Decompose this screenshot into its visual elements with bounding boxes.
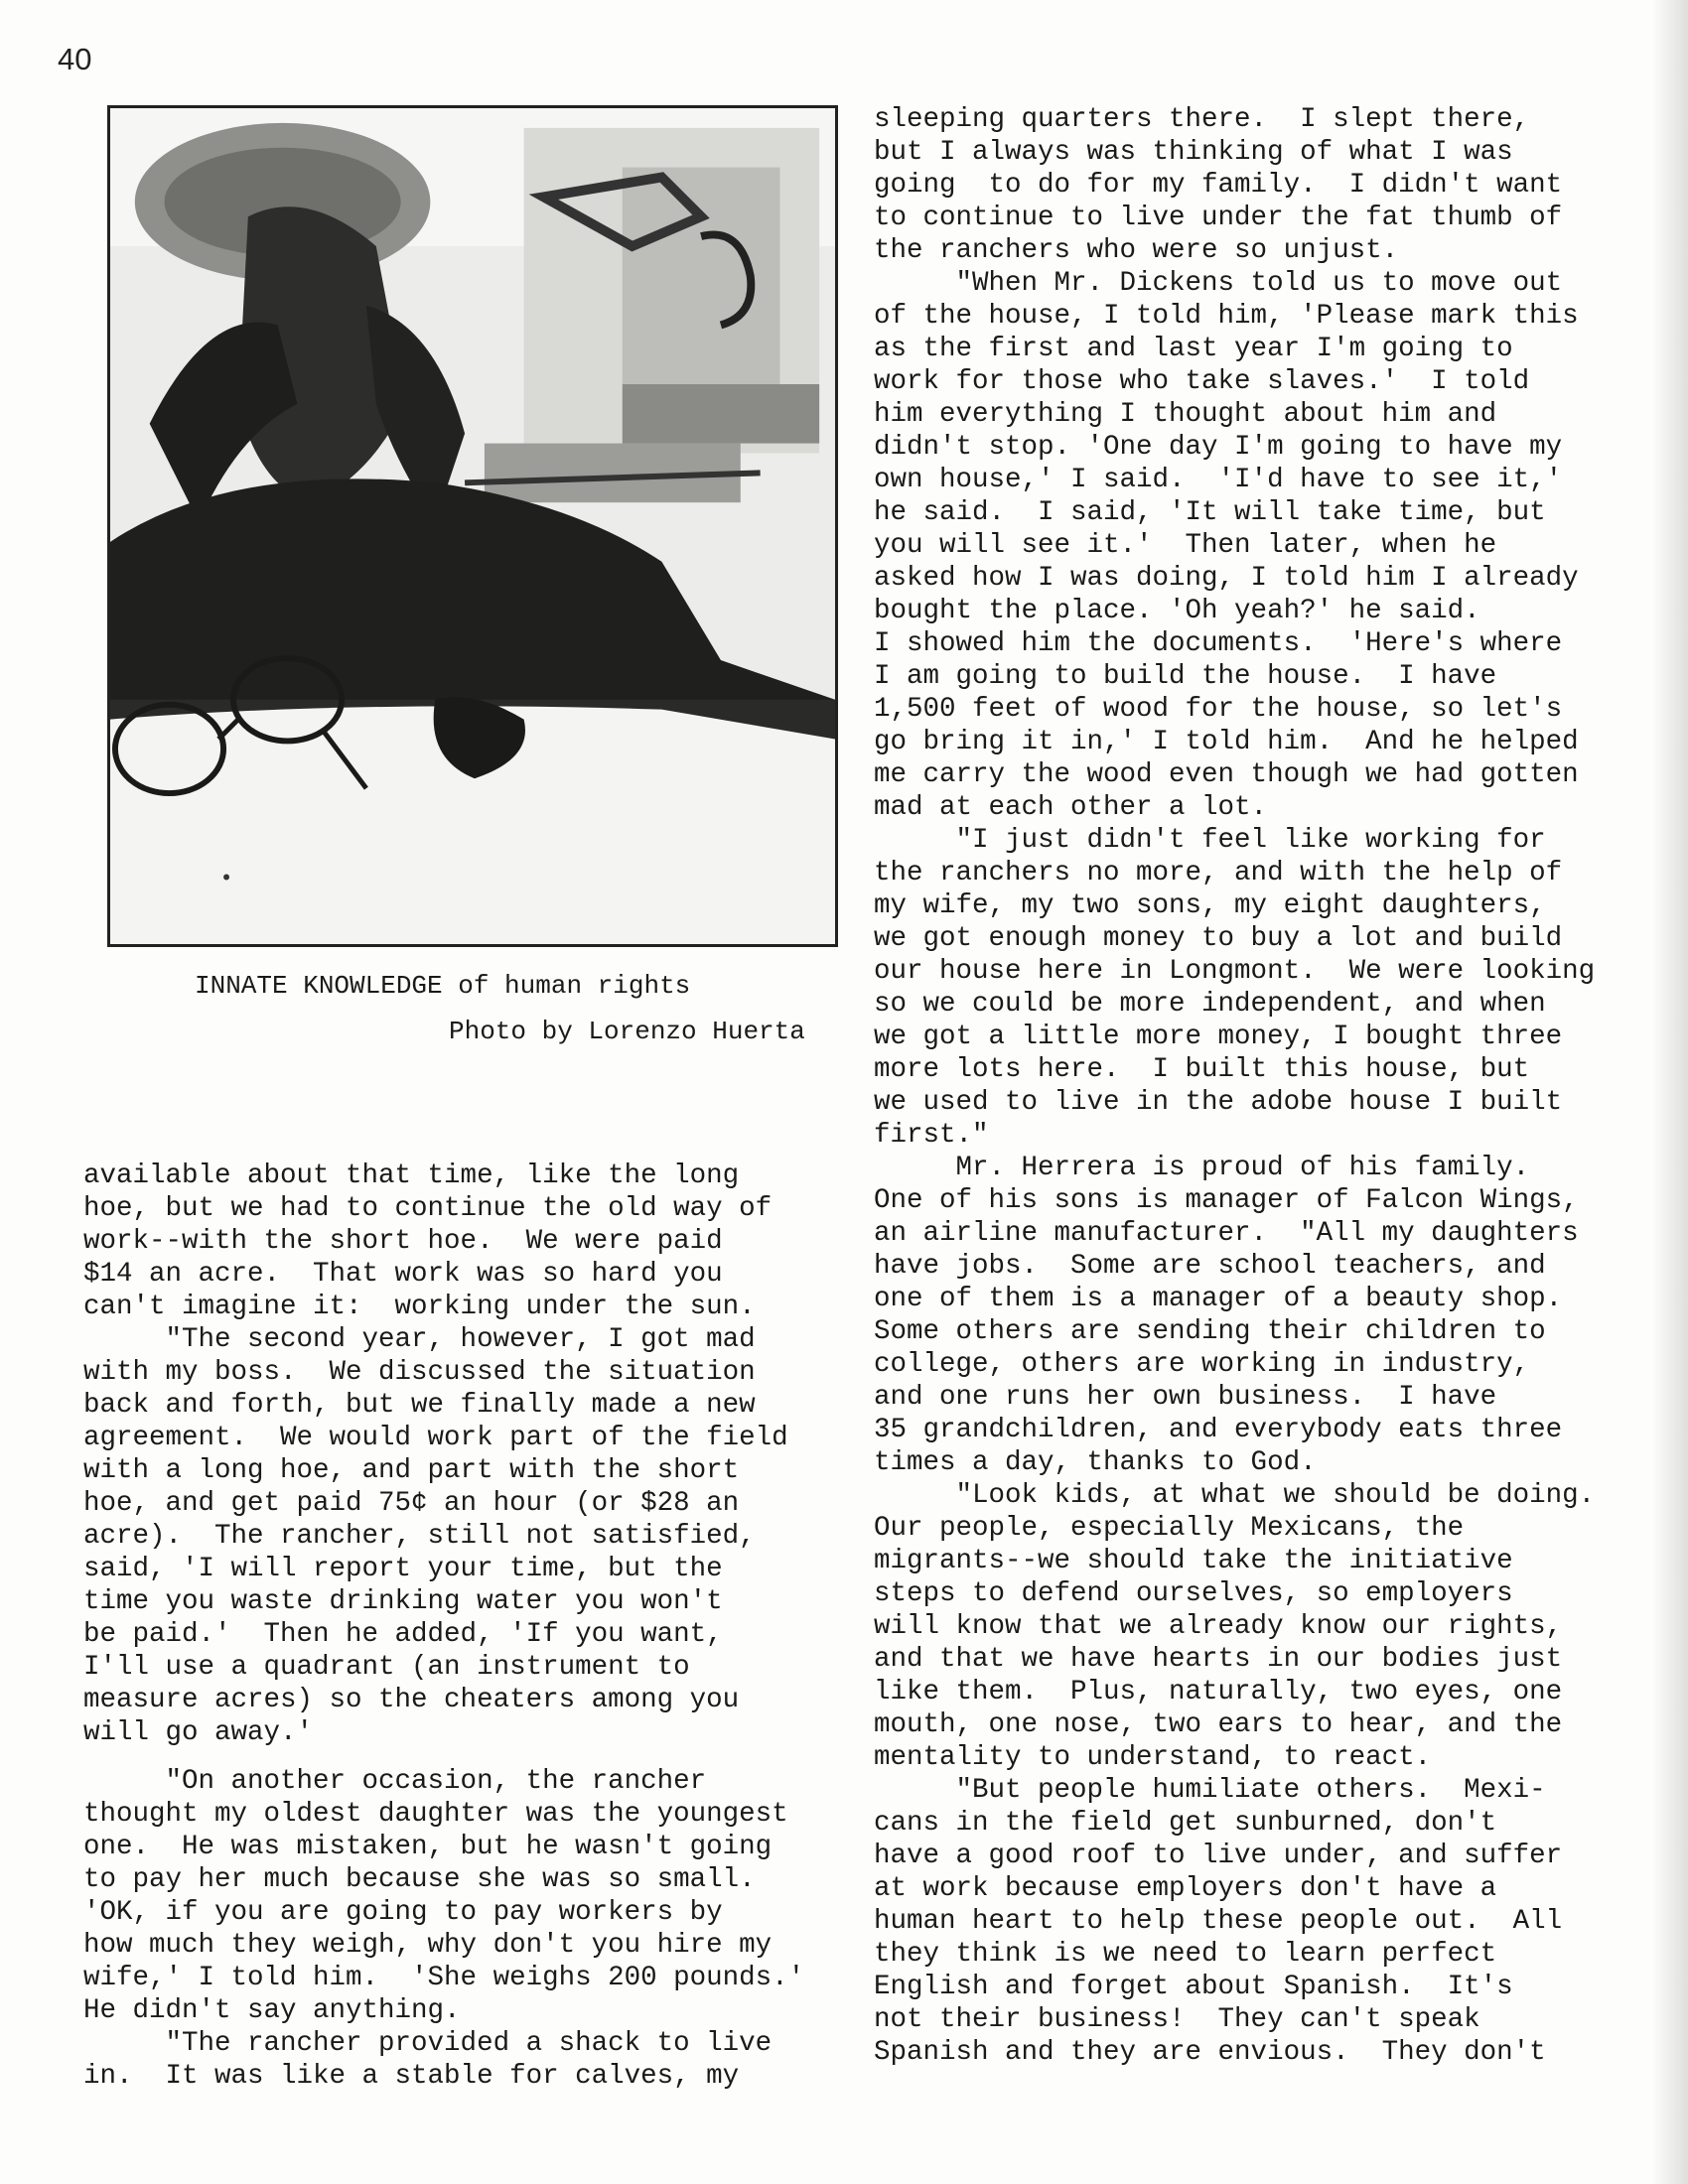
paragraph: sleeping quarters there. I slept there, but I always was thinking of what I was going to do for my family. I didn't want to continue to live under the fat thumb of the ranchers who were so unjust. xyxy=(874,104,1563,266)
paragraph: "But people humiliate others. Mexi- cans in the field get sunburned, don't have a good roof to live under, and suffer at work because employers don't have a human heart to help these people out. All they think is we need to learn perfect English and forget about Spanish. It's not their business! They can't speak Spanish and they are envious. They don't xyxy=(874,1775,1563,2068)
page-number: 40 xyxy=(58,42,92,76)
photo xyxy=(107,105,838,947)
left-column xyxy=(83,1160,804,2093)
photo-credit: Photo by Lorenzo Huerta xyxy=(449,1017,805,1046)
paragraph: "The second year, however, I got mad with my boss. We discussed the situation back and forth, but we finally made a new agreement. We would work part of the field with a long hoe, and part with the short hoe, and get paid 75¢ an hour (or $28 an acre). The rancher, still not satisfied, said, 'I will report your time, but the time you waste drinking water you won't be paid.' Then he added, 'If you want, I'll use a quadrant (an instrument to measure acres) so the cheaters among you will go away.' xyxy=(83,1324,788,1748)
paragraph: "When Mr. Dickens told us to move out of the house, I told him, 'Please mark this as the first and last year I'm going to work for those who take slaves.' I told him everything I thought about him and didn't stop. 'One day I'm going to have my own house,' I said. 'I'd have to see it,' he said. I said, 'It will take time, but you will see it.' Then later, when he asked how I was doing, I told him I already bought the place. 'Oh yeah?' he said. I showed him the documents. 'Here's where I am going to build the house. I have 1,500 feet of wood for the house, so let's go bring it in,' I told him. And he helped me carry the wood even though we had gotten mad at each other a lot. xyxy=(874,268,1579,823)
paragraph: available about that time, like the long hoe, but we had to continue the old way of work--with the short hoe. We were paid $14 an acre. That work was so hard you can't imagine it: working under the sun. xyxy=(83,1160,773,1322)
right-column xyxy=(874,103,1595,2069)
page-edge-shadow xyxy=(1652,0,1688,2184)
paragraph: "Look kids, at what we should be doing. Our people, especially Mexicans, the migrants--we should take the initiative steps to defend ourselves, so employers will know that we already know our rights, and that we have hearts in our bodies just like them. Plus, naturally, two eyes, one mouth, one nose, two ears to hear, and the mentality to understand, to react. xyxy=(874,1480,1596,1773)
paragraph: Mr. Herrera is proud of his family. One of his sons is manager of Falcon Wings, an airline manufacturer. "All my daughters have jobs. Some are school teachers, and one of them is a manager of a beauty shop. Some others are sending their children to college, others are working in industry, and one runs her own business. I have 35 grandchildren, and everybody eats three times a day, thanks to God. xyxy=(874,1153,1579,1478)
paragraph: "I just didn't feel like working for the ranchers no more, and with the help of my wife, my two sons, my eight daughters, we got enough money to buy a lot and build our house here in Longmont. We were looking so we could be more independent, and when we got a little more money, I bought three more lots here. I built this house, but we used to live in the adobe house I built first." xyxy=(874,825,1596,1151)
photo-image xyxy=(110,108,835,944)
paragraph: "On another occasion, the rancher thought my oldest daughter was the youngest one. He was mistaken, but he wasn't going to pay her much because she was so small. 'OK, if you are going to pay workers by how much they weigh, why don't you hire my wife,' I told him. 'She weighs 200 pounds.' He didn't say anything. xyxy=(83,1766,805,2026)
photo-caption: INNATE KNOWLEDGE of human rights xyxy=(195,971,691,1001)
paragraph: "The rancher provided a shack to live in. It was like a stable for calves, my xyxy=(83,2028,773,2092)
